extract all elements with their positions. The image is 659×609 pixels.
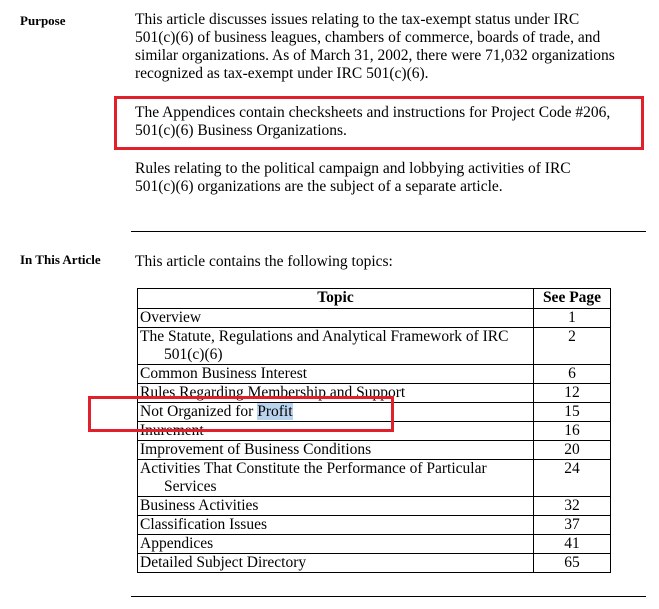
in-this-article-intro: This article contains the following topics: [135,253,393,270]
topic-cell: Improvement of Business Conditions [138,441,534,460]
in-this-article-label: In This Article [20,252,101,267]
table-row [138,328,611,365]
page-cell: 2 [534,328,611,365]
page-cell: 6 [534,365,611,384]
table-row [138,497,611,516]
page-cell: 41 [534,535,611,554]
topic-cell: Inurement [138,422,534,441]
topic-cell: Rules Regarding Membership and Support [138,384,534,403]
topic-text: The Statute, Regulations and Analytical Framework of IRC [140,328,509,345]
purpose-paragraph-intro: This article discusses issues relating to the tax-exempt status under IRC 501(c)(6) of business leagues, chambers of commerce, boards of trade, and similar organizations. As of March 31, 2002, there were 71,032 organizations recognized as tax-exempt under IRC 501(c)(6). [135,11,615,82]
page-cell: 1 [534,309,611,328]
page-cell: 65 [534,554,611,573]
table-header-row [138,289,611,309]
topic-cell: Classification Issues [138,516,534,535]
page-cell: 12 [534,384,611,403]
table-row [138,309,611,328]
topic-text: Activities That Constitute the Performance of Particular [140,460,487,477]
table-row-selected [138,403,611,422]
topic-cell [138,403,534,422]
topic-cell: Business Activities [138,497,534,516]
page-cell: 37 [534,516,611,535]
page-cell: 24 [534,460,611,497]
table-row [138,535,611,554]
table-row [138,441,611,460]
topic-cell: Detailed Subject Directory [138,554,534,573]
page-cell: 16 [534,422,611,441]
table-row [138,554,611,573]
see-page-column-header: See Page [534,289,611,309]
topics-table [137,288,611,573]
table-row [138,460,611,497]
topic-text-continued: Services [164,478,217,495]
topic-text: Not Organized for [140,403,258,420]
purpose-label: Purpose [20,13,66,28]
topic-cell: Overview [138,309,534,328]
topic-cell [138,328,534,365]
bottom-divider [131,596,646,597]
topic-text-continued: 501(c)(6) [164,346,223,363]
page-cell: 15 [534,403,611,422]
topic-cell: Common Business Interest [138,365,534,384]
purpose-paragraph-appendices: The Appendices contain checksheets and instructions for Project Code #206, 501(c)(6) Business Organizations. [135,104,611,139]
topic-cell [138,460,534,497]
page-cell: 20 [534,441,611,460]
table-row [138,365,611,384]
page-cell: 32 [534,497,611,516]
table-row [138,384,611,403]
table-row [138,422,611,441]
topic-column-header: Topic [138,289,534,309]
table-row [138,516,611,535]
topic-cell: Appendices [138,535,534,554]
purpose-paragraph-political: Rules relating to the political campaign and lobbying activities of IRC 501(c)(6) organizations are the subject of a separate article. [135,160,571,195]
section-divider [131,231,646,232]
selected-text[interactable]: Profit [257,403,293,420]
